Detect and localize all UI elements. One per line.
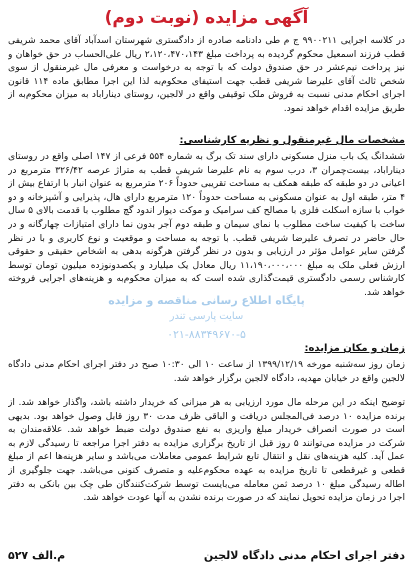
issuer-signature: دفتر اجرای احکام مدنی دادگاه لالجین: [203, 549, 405, 562]
reference-code: م.الف ۵۲۷: [8, 549, 66, 562]
time-place-heading: زمان و مکان مزایده:: [304, 343, 405, 354]
property-heading: مشخصات مال غیرمنقول و نظریه کارشناسی:: [179, 135, 405, 146]
intro-paragraph: در کلاسه اجرایی ۹۹۰۰۲۱۱ ج م طی دادنامه صادره از دادگستری شهرستان اسدآباد آقای محمد شریفی قطب فرزند اسمعیل محکوم گردیده به پرداخت مبلغ ۲،۱۲۰،۴۷۰،۱۴۳ ریال علی‌الحساب در حق خواهان و نیز پرداخت نیم‌عشر در حق صندوق دولت که با توجه به درخواست و معرفی مال غیرمنقول از سوی شخص ثالث آقای علیرضا شریفی قطب جهت استیفای محکوم‌به لذا این اجرا مطابق ماده ۱۱۴ قانون اجرای احکام مدنی نسبت به فروش ملک توقیفی واقع در لالجین، روستای دیناراباد به میزان محکوم‌به از طریق مزایده اقدام خواهد نمود.: [8, 35, 405, 114]
watermark-line-2: سایت پارسی تندر: [169, 311, 244, 322]
property-description: ششدانگ یک باب منزل مسکونی دارای سند تک برگ به شماره ۵۵۴ فرعی از ۱۴۷ اصلی واقع در روستای دیناراباد، بیست‌چمران ۳، درب سوم به نام علیرضا شریفی قطب به متراژ عرصه ۳۲۶/۴۲ مترمربع در اعیانی در دو طبقه که طبقه همکف به مساحت تقریبی حدوداً ۲۰۶ مترمربع به عنوان انبار با ارتفاع بیش از ۴ متر، طبقه اول به عنوان مسکونی به مساحت حدوداً ۱۲۰ مترمربع دارای هال، پذیرایی و آشپزخانه و دو خواب با سازه اسکلت فلزی با مصالح کف سرامیک و موکت دیوار اندود گچ مطلوب با قدمت بالای ۵ سال ساخت با کیفیت ساخت مطلوب با نمای سیمان و طبقه دوم آجر بدون نما دارای امتیازات چهارگانه و در حال حاضر در تصرف علیرضا شریفی قطب. با توجه به مساحت و موقعیت و نوع کاربری و با در نظر گرفتن سایر عوامل مؤثر در ارزیابی و بدون در نظر گرفتن هرگونه بدهی به اشخاص حقیقی و حقوقی ارزش فعلی ملک به مبلغ ۱۱،۱۹۰،۰۰۰،۰۰۰ ریال معادل یک میلیارد و یکصدونوزده میلیون تومان توسط کارشناس رسمی دادگستری قیمت‌گذاری شده است که به میزان محکوم‌به و هزینه‌های اجرایی فروخته خواهد شد.: [8, 151, 405, 298]
time-place-paragraph: زمان روز سه‌شنبه مورخه ۱۳۹۹/۱۲/۱۹ از ساعت ۱۰ الی ۱۰:۳۰ صبح در دفتر اجرای احکام مدنی دادگاه لالجین واقع در خیابان مهدیه، دادگاه لالجین برگزار خواهد شد.: [8, 359, 405, 384]
notice-title: آگهی مزایده (نوبت دوم): [104, 8, 309, 28]
notice-title-bar: [0, 3, 413, 33]
watermark-phone: ۰۲۱-۸۸۳۴۹۶۷۰-۵: [167, 328, 246, 341]
conditions-paragraph: توضیح اینکه در این مرحله مال مورد ارزیابی به هر میزانی که خریدار داشته باشد، واگذار خواهد شد. از برنده مزایده ۱۰ درصد فی‌المجلس دریافت و الباقی ظرف مدت ۳۰ روز قابل وصول خواهد بود. بدیهی است در صورت انصراف خریدار مبلغ واریزی به نفع صندوق دولت ضبط خواهد شد. علاقه‌مندان به شرکت در مزایده می‌توانند ۵ روز قبل از تاریخ برگزاری مزایده به دفتر اجرا مراجعه تا رسیدگی لازم به عمل آید. کلیه هزینه‌های نقل و انتقال تابع شرایط عمومی معاملات می‌باشد و سایر هزینه‌ها اعم از مبلغ قطعی و غیرقطعی تا تاریخ مزایده به عهده محکوم‌علیه و متصرف کنونی می‌باشد. جهت جلوگیری از اطاله رسیدگی مبلغ ۱۰ درصد ثمن معامله می‌بایست توسط شرکت‌کنندگان طی چک بین بانکی به دفتر اجرا در زمان مزایده تحویل نمایند که در صورت برنده نشدن به آنها عودت خواهد شد.: [8, 397, 405, 504]
notice-footer: [8, 546, 405, 566]
watermark-line-1: پایگاه اطلاع رسانی مناقصه و مزایده: [108, 294, 305, 307]
